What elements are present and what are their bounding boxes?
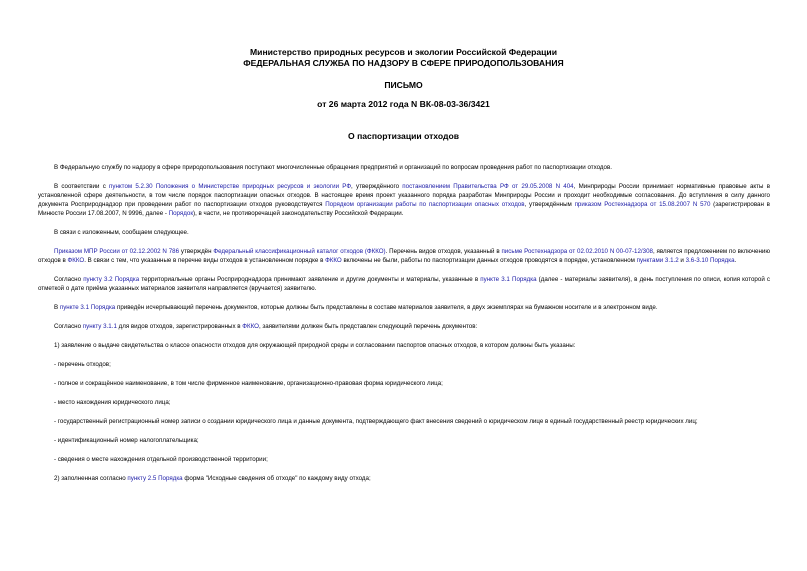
link-clauses-3-6-3-10[interactable]: 3.6-3.10 Порядка — [685, 257, 735, 264]
link-procedure[interactable]: Порядок — [168, 210, 194, 217]
text-run: утверждён — [179, 248, 214, 255]
paragraph-legal-basis — [38, 182, 770, 218]
paragraph-clause-3-2 — [38, 275, 770, 293]
text-run: 2) заполненная согласно — [54, 475, 128, 482]
text-run: , является предложением по включению отходов в — [38, 248, 770, 264]
document-date: от 26 марта 2012 года N ВК-08-03-36/3421 — [317, 99, 490, 109]
link-fkko[interactable]: ФККО — [325, 257, 342, 264]
link-clause-3-1-2[interactable]: пунктами 3.1.2 — [636, 257, 679, 264]
paragraph-clause-3-1 — [38, 303, 770, 312]
text-run: включены не были, работы по паспортизации данных отходов проводятся в порядке, установленном — [341, 257, 637, 264]
text-run: , утверждённого — [351, 183, 403, 190]
text-run: В соответствии с — [54, 183, 110, 190]
link-clause-3-1[interactable]: пункте 3.1 Порядка — [480, 276, 537, 283]
text-run: форма "Исходные сведения об отходе" по каждому виду отхода; — [182, 475, 371, 482]
text-run: . — [734, 257, 737, 264]
text-run: ), в части, не противоречащей законодательству Российской Федерации. — [193, 210, 404, 217]
text-run: для видов отходов, зарегистрированных в — [116, 323, 243, 330]
link-clause-3-1[interactable]: пункте 3.1 Порядка — [59, 304, 116, 311]
list-item: - перечень отходов; — [54, 361, 111, 368]
text-run: , утверждённым — [524, 201, 575, 208]
link-clause-3-1-1[interactable]: пункту 3.1.1 — [82, 323, 117, 330]
ministry-name: Министерство природных ресурсов и экологии Российской Федерации — [250, 47, 557, 57]
list-item-application: 1) заявление о выдаче свидетельства о классе опасности отходов для окружающей природной среды и согласовании паспортов опасных отходов, в котором должны быть указаны: — [54, 342, 576, 349]
link-fkko-catalog[interactable]: Федеральный классификационный каталог отходов (ФККО) — [213, 248, 386, 255]
list-item: - государственный регистрационный номер записи о создании юридического лица и данные документа, подтверждающего факт внесения сведений о юридическом лице в единый государственный реестр юридических лиц; — [54, 418, 698, 425]
link-regulation-clause[interactable]: пунктом 5.2.30 Положения о Министерстве природных ресурсов и экологии РФ — [109, 183, 352, 190]
list-item-source-form — [38, 474, 770, 483]
paragraph-notice: В связи с изложенным, сообщаем следующее. — [54, 229, 189, 236]
list-item: - полное и сокращённое наименование, в том числе фирменное наименование, организационно-правовая форма юридического лица; — [54, 380, 443, 387]
text-run: , заявителями должен быть представлен следующий перечень документов: — [258, 323, 478, 330]
list-item: - идентификационный номер налогоплательщика; — [54, 437, 199, 444]
link-rostekhnadzor-order[interactable]: приказом Ростехнадзора от 15.08.2007 N 570 — [574, 201, 711, 208]
link-rostekhnadzor-letter[interactable]: письме Ростехнадзора от 02.02.2010 N 00-07-12/308 — [501, 248, 653, 255]
text-run: территориальные органы Росприроднадзора принимают заявление и другие документы и материалы, указанные в — [139, 276, 481, 283]
list-item: - место нахождения юридического лица; — [54, 399, 171, 406]
link-passport-procedure[interactable]: Порядком организации работы по паспортизации опасных отходов — [325, 201, 525, 208]
text-run: (далее - материалы заявителя), в день поступления по описи, копия которой с отметкой о дате приёма указанных материалов заявителя направляется (вручается) заявителю. — [38, 276, 771, 292]
document-body — [38, 163, 770, 483]
text-run: . В связи с тем, что указанные в перечне виды отходов в установленном порядке в — [84, 257, 326, 264]
paragraph-intro: В Федеральную службу по надзору в сфере природопользования поступают многочисленные обращения предприятий и организаций по вопросам проведения работ по паспортизации отходов. — [54, 164, 612, 171]
link-fkko[interactable]: ФККО — [242, 323, 259, 330]
list-item: - сведения о месте нахождения отдельной производственной территории; — [54, 456, 268, 463]
document-type: ПИСЬМО — [384, 80, 423, 90]
paragraph-clause-3-1-1 — [38, 322, 770, 331]
text-run: , Минприроды России принимает нормативные правовые акты в установленной сфере деятельности, в том числе порядок паспортизации опасных отходов. В настоящее время проект указанного порядка разработан Минприроды России и проходит необходимые согласования. До вступления в силу данного документа Росприроднадзор при проведении работ по паспортизации отходов руководствуется — [38, 183, 770, 208]
link-government-decree[interactable]: постановлением Правительства РФ от 29.05.2008 N 404 — [402, 183, 574, 190]
link-mpr-order[interactable]: Приказом МПР России от 02.12.2002 N 786 — [54, 248, 180, 255]
text-run: и — [678, 257, 686, 264]
paragraph-fkko — [38, 247, 770, 265]
link-fkko[interactable]: ФККО — [67, 257, 85, 264]
text-run: . Перечень видов отходов, указанный в — [385, 248, 502, 255]
document-header — [0, 47, 807, 69]
text-run: Согласно — [54, 276, 84, 283]
document-title: О паспортизации отходов — [348, 131, 459, 141]
link-clause-2-5[interactable]: пункту 2.5 Порядка — [127, 475, 183, 482]
link-clause-3-2[interactable]: пункту 3.2 Порядка — [83, 276, 140, 283]
service-name: ФЕДЕРАЛЬНАЯ СЛУЖБА ПО НАДЗОРУ В СФЕРЕ ПРИРОДОПОЛЬЗОВАНИЯ — [243, 58, 564, 68]
text-run: (зарегистрирован в Минюсте России 17.08.2007, N 9996, далее - — [38, 201, 770, 217]
text-run: приведён исчерпывающий перечень документов, которые должны быть представлены в составе материалов заявителя, в двух экземплярах на бумажном носителе и в электронном виде. — [115, 304, 658, 311]
text-run: В — [54, 304, 60, 311]
text-run: Согласно — [54, 323, 83, 330]
